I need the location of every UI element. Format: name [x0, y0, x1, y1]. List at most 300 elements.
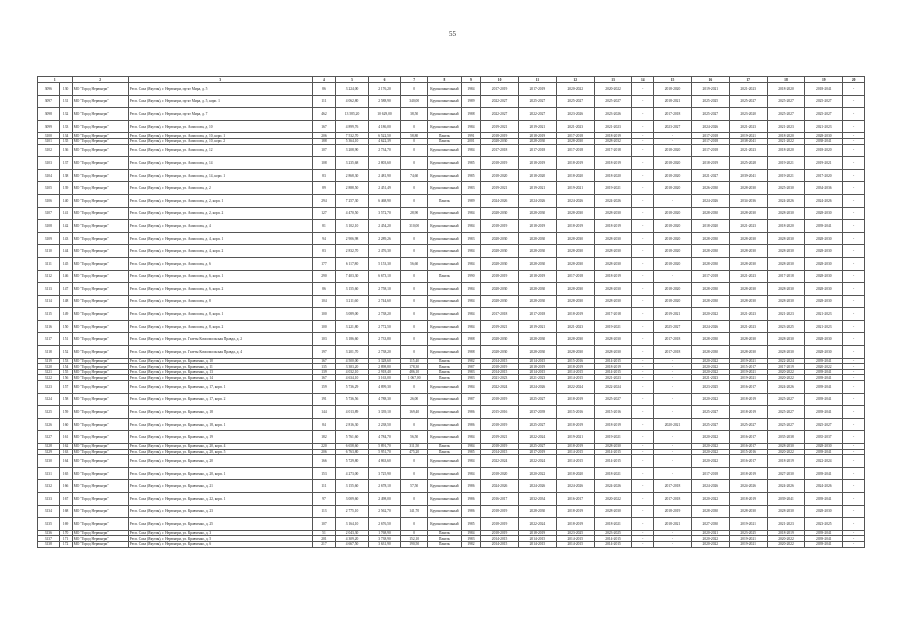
table-cell: 2021-2023 — [691, 375, 729, 381]
table-cell: 3126 — [38, 418, 60, 431]
table-cell: 3133 — [38, 492, 60, 505]
column-header: 14 — [632, 77, 654, 83]
table-cell: 153 — [59, 358, 72, 364]
table-cell: 475,20 — [401, 449, 428, 455]
table-cell: Респ. Саха (Якутия), г. Нерюнгри, ул. Кравченко, д. 6 — [128, 541, 312, 547]
table-cell: 2 676,50 — [368, 518, 400, 531]
table-cell: 462 — [312, 108, 336, 121]
table-cell: 2039-2041 — [805, 492, 843, 505]
table-cell: 2018-2021 — [594, 467, 632, 480]
table-cell: - — [654, 444, 692, 450]
table-cell: 2017-2018 — [691, 133, 729, 139]
table-cell: 100 — [312, 320, 336, 333]
table-cell: 2018-2019 — [556, 364, 594, 370]
table-cell: Панель — [428, 138, 462, 144]
table-cell: Респ. Саха (Якутия), г. Нерюнгри, ул. Кравченко, д. 18, корп. 1 — [128, 418, 312, 431]
table-cell: 2023-2020 — [729, 108, 767, 121]
table-cell: 1990 — [461, 270, 480, 283]
table-cell: Крупнопанельный — [428, 492, 462, 505]
table-cell: 2017-2019 — [518, 83, 556, 96]
table-cell: 167 — [59, 492, 72, 505]
table-cell: МО "Город Нерюнгри" — [72, 144, 128, 157]
table-cell: 2028-2030 — [805, 257, 843, 270]
table-cell: 2028-2030 — [481, 138, 519, 144]
table-cell: - — [843, 320, 865, 333]
table-cell: 2019-2021 — [729, 133, 767, 139]
table-cell: Респ. Саха (Якутия), г. Нерюнгри, ул. Кравченко, д. 20, корп. 4 — [128, 444, 312, 450]
table-cell: 2014-2015 — [556, 536, 594, 542]
table-row — [38, 157, 865, 170]
table-cell: МО "Город Нерюнгри" — [72, 449, 128, 455]
table-cell: 2021-2023 — [767, 120, 805, 133]
table-cell: 135 — [59, 138, 72, 144]
table-cell: 2028-2030 — [594, 245, 632, 258]
table-cell: 4 186,00 — [368, 120, 400, 133]
table-cell: 2018-2019 — [556, 157, 594, 170]
table-cell: 2028-2030 — [518, 245, 556, 258]
table-cell: 2023-2025 — [691, 381, 729, 394]
table-row — [38, 220, 865, 233]
table-cell: 0 — [401, 381, 428, 394]
table-cell: 5 891,70 — [368, 444, 400, 450]
table-cell: 2028-2030 — [767, 207, 805, 220]
table-cell: 2018-2019 — [556, 418, 594, 431]
table-cell: 2014-2015 — [481, 449, 519, 455]
table-cell: 3124 — [38, 393, 60, 406]
table-cell: 2017-2019 — [481, 83, 519, 96]
table-cell: 2028-2030 — [556, 138, 594, 144]
table-cell: 3 155,60 — [336, 480, 368, 493]
table-cell: Панель — [428, 194, 462, 207]
table-cell: Респ. Саха (Якутия), г. Нерюнгри, ул. Аммосова, д. 8, корп. 2 — [128, 320, 312, 333]
table-cell: 2021-2023 — [729, 308, 767, 321]
table-cell: Панель — [428, 358, 462, 364]
table-cell: 2 758,10 — [368, 283, 400, 296]
table-cell: 51 — [312, 530, 336, 536]
table-cell: 2022-2024 — [767, 358, 805, 364]
table-cell: 1984 — [461, 83, 480, 96]
column-header: 13 — [594, 77, 632, 83]
table-cell: 134 — [59, 133, 72, 139]
table-cell: 2017-2018 — [654, 333, 692, 346]
table-cell: Крупнопанельный — [428, 232, 462, 245]
table-cell: 2018-2021 — [654, 518, 692, 531]
table-cell: 2028-2030 — [691, 295, 729, 308]
table-cell: МО "Город Нерюнгри" — [72, 393, 128, 406]
table-cell: 2 734,70 — [368, 144, 400, 157]
table-cell: 2028-2030 — [767, 295, 805, 308]
table-cell: 3 224,00 — [336, 83, 368, 96]
table-cell: 4 273,00 — [336, 467, 368, 480]
table-cell: 2028-2030 — [767, 346, 805, 359]
table-cell: 2020-2022 — [691, 393, 729, 406]
table-row — [38, 492, 865, 505]
table-cell: 0 — [401, 346, 428, 359]
table-cell: 1 067,00 — [401, 375, 428, 381]
table-cell: - — [632, 480, 654, 493]
table-cell: 3100 — [38, 133, 60, 139]
table-cell: - — [632, 364, 654, 370]
table-cell: 2 738,20 — [368, 346, 400, 359]
column-header: 7 — [401, 77, 428, 83]
table-cell: Крупнопанельный — [428, 108, 462, 121]
table-cell: 2024-2026 — [805, 480, 843, 493]
table-cell: 130 — [59, 83, 72, 96]
table-cell: 2019-2021 — [518, 182, 556, 195]
table-cell: 2014-2015 — [481, 358, 519, 364]
table-cell: 153 — [312, 467, 336, 480]
table-cell: МО "Город Нерюнгри" — [72, 467, 128, 480]
table-cell: - — [654, 541, 692, 547]
table-cell: 3118 — [38, 346, 60, 359]
table-cell: 2014-2015 — [556, 375, 594, 381]
table-cell: 158 — [59, 393, 72, 406]
table-cell: 3 186,60 — [336, 333, 368, 346]
table-cell: 2018-2019 — [481, 157, 519, 170]
table-cell: 169 — [59, 518, 72, 531]
table-cell: 1989 — [461, 95, 480, 108]
table-cell: - — [654, 375, 692, 381]
table-row — [38, 406, 865, 419]
table-cell: 2018-2020 — [594, 169, 632, 182]
table-cell: 1988 — [461, 333, 480, 346]
table-cell: 148 — [59, 295, 72, 308]
table-cell: 2019-2021 — [594, 431, 632, 444]
table-cell: - — [632, 455, 654, 468]
table-cell: МО "Город Нерюнгри" — [72, 133, 128, 139]
table-cell: 2018-2019 — [594, 418, 632, 431]
table-cell: 1984 — [461, 207, 480, 220]
table-cell: 0 — [401, 455, 428, 468]
table-cell: 0 — [401, 138, 428, 144]
table-cell: 2017-2018 — [556, 133, 594, 139]
table-cell: МО "Город Нерюнгри" — [72, 536, 128, 542]
table-cell: Крупнопанельный — [428, 406, 462, 419]
table-cell: 2018-2019 — [729, 467, 767, 480]
table-cell: 28,90 — [401, 207, 428, 220]
table-cell: МО "Город Нерюнгри" — [72, 406, 128, 419]
table-cell: 2018-2019 — [729, 492, 767, 505]
table-cell: 2019-2021 — [767, 157, 805, 170]
table-cell: 2024-2026 — [729, 480, 767, 493]
table-cell: 2028-2030 — [805, 283, 843, 296]
table-cell: 3115 — [38, 308, 60, 321]
table-cell: Крупнопанельный — [428, 480, 462, 493]
table-cell: - — [654, 133, 692, 139]
table-cell: 2025-2027 — [691, 108, 729, 121]
table-cell: 2018-2019 — [594, 364, 632, 370]
table-cell: 2 498,00 — [368, 492, 400, 505]
table-cell: - — [654, 194, 692, 207]
table-cell: 1991 — [461, 133, 480, 139]
table-cell: 2028-2030 — [691, 333, 729, 346]
table-cell: МО "Город Нерюнгри" — [72, 381, 128, 394]
table-cell: Панель — [428, 536, 462, 542]
table-cell: - — [843, 393, 865, 406]
table-cell: 206 — [312, 449, 336, 455]
table-cell: 2 772,50 — [368, 320, 400, 333]
table-cell: 3 235,68 — [336, 157, 368, 170]
table-cell: 2014-2015 — [594, 536, 632, 542]
table-cell: 2 481,90 — [368, 169, 400, 182]
table-cell: 2018-2019 — [481, 393, 519, 406]
table-cell: Респ. Саха (Якутия), г. Нерюнгри, ул. Кравченко, д. 14 — [128, 375, 312, 381]
table-cell: - — [632, 369, 654, 375]
table-cell: 2020-2022 — [594, 83, 632, 96]
table-cell: Крупнопанельный — [428, 95, 462, 108]
table-cell: 2014-2015 — [518, 358, 556, 364]
table-cell: 2028-2030 — [556, 333, 594, 346]
table-cell: 4 667,50 — [336, 541, 368, 547]
table-cell: 2023-2025 — [805, 518, 843, 531]
table-cell: 2024-2026 — [691, 320, 729, 333]
table-cell: 83 — [312, 169, 336, 182]
table-cell: Крупнопанельный — [428, 505, 462, 518]
table-cell: 2024-2026 — [556, 480, 594, 493]
table-cell: 2028-2030 — [518, 346, 556, 359]
table-cell: 2028-2030 — [805, 295, 843, 308]
table-cell: 3105 — [38, 182, 60, 195]
table-cell: 127 — [312, 207, 336, 220]
table-cell: 2024-2026 — [481, 480, 519, 493]
table-cell: - — [843, 120, 865, 133]
table-cell: 2020-2022 — [691, 449, 729, 455]
table-cell: Респ. Саха (Якутия), г. Нерюнгри, ул. Аммосова, д. 2 — [128, 182, 312, 195]
table-cell: 2028-2030 — [556, 207, 594, 220]
table-cell: 3103 — [38, 157, 60, 170]
table-cell: - — [632, 257, 654, 270]
table-cell: 3 163,00 — [368, 375, 400, 381]
column-header: 9 — [461, 77, 480, 83]
table-cell: 2016-2017 — [729, 444, 767, 450]
table-cell: Панель — [428, 364, 462, 370]
table-cell: 139 — [312, 369, 336, 375]
table-cell: 2028-2030 — [518, 257, 556, 270]
table-cell: Крупнопанельный — [428, 467, 462, 480]
table-cell: 0 — [401, 245, 428, 258]
table-cell: 131 — [59, 95, 72, 108]
table-cell: - — [843, 381, 865, 394]
table-cell: 3117 — [38, 333, 60, 346]
table-cell: 141,70 — [401, 505, 428, 518]
table-cell: 86 — [312, 283, 336, 296]
table-cell: 0 — [401, 144, 428, 157]
table-cell: МО "Город Нерюнгри" — [72, 358, 128, 364]
table-cell: 3 339,10 — [368, 406, 400, 419]
table-cell: 144 — [59, 245, 72, 258]
table-cell: 157 — [59, 381, 72, 394]
table-cell: 2019-2021 — [767, 169, 805, 182]
table-cell: 2017-2018 — [654, 480, 692, 493]
table-cell: 166 — [312, 455, 336, 468]
column-header: 6 — [368, 77, 400, 83]
table-cell: МО "Город Нерюнгри" — [72, 194, 128, 207]
table-cell: 3104 — [38, 169, 60, 182]
table-cell: 2020-2021 — [654, 418, 692, 431]
table-cell: 1985 — [461, 518, 480, 531]
table-row — [38, 207, 865, 220]
table-cell: 2018-2019 — [481, 518, 519, 531]
table-cell: 2 451,49 — [368, 182, 400, 195]
table-cell: 0 — [401, 157, 428, 170]
table-cell: 2027-2030 — [767, 467, 805, 480]
table-cell: 3122 — [38, 375, 60, 381]
table-cell: Респ. Саха (Якутия), г. Нерюнгри, пр-кт Мира, д. 5 — [128, 83, 312, 96]
table-cell: 2021-2023 — [594, 120, 632, 133]
table-cell: 6 522,50 — [368, 133, 400, 139]
table-cell: 2022-2024 — [481, 455, 519, 468]
table-cell: Респ. Саха (Якутия), г. Нерюнгри, ул. Газеты Комсомольская Правда, д. 2 — [128, 333, 312, 346]
table-cell: 170 — [59, 530, 72, 536]
table-cell: 2 043,30 — [336, 530, 368, 536]
table-cell: МО "Город Нерюнгри" — [72, 431, 128, 444]
table-cell: 2015-2016 — [556, 406, 594, 419]
table-cell: Респ. Саха (Якутия), г. Нерюнгри, пр-кт Мира, д. 7 — [128, 108, 312, 121]
table-cell: 1984 — [461, 431, 480, 444]
table-row — [38, 295, 865, 308]
table-cell: - — [654, 449, 692, 455]
table-cell: 2018-2019 — [594, 133, 632, 139]
table-cell: 2037-2039 — [518, 406, 556, 419]
table-cell: - — [632, 308, 654, 321]
table-cell: 2014-2015 — [518, 369, 556, 375]
table-cell: 144 — [312, 406, 336, 419]
table-cell: - — [843, 169, 865, 182]
table-cell: 2018-2019 — [556, 518, 594, 531]
table-cell: 1983 — [461, 232, 480, 245]
table-cell: - — [843, 375, 865, 381]
table-cell: 2035-2038 — [767, 431, 805, 444]
table-cell: 2018-2020 — [654, 232, 692, 245]
table-cell: 2014-2015 — [556, 449, 594, 455]
table-cell: 2039-2041 — [805, 375, 843, 381]
table-cell: 2018-2020 — [654, 245, 692, 258]
table-cell: 2024-2026 — [691, 120, 729, 133]
table-cell: 1984 — [461, 381, 480, 394]
table-cell: 2022-2024 — [594, 381, 632, 394]
table-cell: 3 211,60 — [336, 295, 368, 308]
table-cell: 2 832,70 — [336, 245, 368, 258]
table-cell: 217 — [312, 541, 336, 547]
table-cell: 135 — [312, 364, 336, 370]
table-cell: 161 — [59, 431, 72, 444]
table-cell: 2017-2018 — [556, 144, 594, 157]
table-cell: 3129 — [38, 449, 60, 455]
table-cell: 2028-2032 — [594, 138, 632, 144]
table-cell: - — [843, 518, 865, 531]
table-cell: 2017-2018 — [654, 346, 692, 359]
table-cell: 3 009,60 — [336, 492, 368, 505]
table-cell: МО "Город Нерюнгри" — [72, 364, 128, 370]
table-cell: МО "Город Нерюнгри" — [72, 530, 128, 536]
table-cell: 2016-2017 — [729, 381, 767, 394]
table-cell: 2024-2026 — [767, 381, 805, 394]
table-cell: 2023-2025 — [594, 530, 632, 536]
table-cell: 3 102,10 — [336, 220, 368, 233]
table-cell: Респ. Саха (Якутия), г. Нерюнгри, ул. Кравченко, д. 17, корп. 2 — [128, 393, 312, 406]
table-cell: 2 588,90 — [368, 95, 400, 108]
table-cell: - — [843, 138, 865, 144]
table-row — [38, 245, 865, 258]
table-cell: - — [632, 169, 654, 182]
column-header: 20 — [843, 77, 865, 83]
table-cell: 2020-2022 — [691, 369, 729, 375]
table-cell: 168 — [59, 505, 72, 518]
table-cell: 86 — [312, 83, 336, 96]
table-cell: 3112 — [38, 270, 60, 283]
table-cell: 164 — [59, 455, 72, 468]
table-cell: 2019-2021 — [518, 320, 556, 333]
table-cell: 2028-2030 — [805, 346, 843, 359]
table-cell: 2014-2015 — [518, 536, 556, 542]
table-cell: 2 176,20 — [368, 83, 400, 96]
table-cell: 3123 — [38, 381, 60, 394]
table-cell: 2018-2020 — [654, 295, 692, 308]
table-cell: 2020-2022 — [805, 364, 843, 370]
table-cell: 2028-2030 — [767, 283, 805, 296]
table-cell: 2022-2024 — [556, 381, 594, 394]
table-cell: 2 238,50 — [368, 418, 400, 431]
table-cell: 1984 — [461, 120, 480, 133]
table-cell: 2020-2022 — [691, 536, 729, 542]
table-cell: 3137 — [38, 536, 60, 542]
table-cell: 2038-2041 — [729, 138, 767, 144]
table-cell: 2018-2020 — [481, 467, 519, 480]
table-cell: 3135 — [38, 518, 60, 531]
table-cell: 0 — [401, 492, 428, 505]
table-cell: 2035-2037 — [805, 431, 843, 444]
table-cell: 4 309,20 — [336, 536, 368, 542]
table-cell: 0 — [401, 83, 428, 96]
table-cell: 6 117,80 — [336, 257, 368, 270]
table-cell: 1984 — [461, 144, 480, 157]
table-cell: - — [632, 492, 654, 505]
table-cell: 2001 — [461, 138, 480, 144]
table-cell: 2017-2019 — [518, 449, 556, 455]
table-cell: Крупнопанельный — [428, 295, 462, 308]
table-cell: - — [843, 207, 865, 220]
table-cell: 2020-2022 — [691, 444, 729, 450]
table-cell: 1982 — [461, 358, 480, 364]
table-cell: 2022-2027 — [518, 108, 556, 121]
table-cell: 2016-2017 — [481, 492, 519, 505]
table-cell: 3111 — [38, 257, 60, 270]
table-cell: Респ. Саха (Якутия), г. Нерюнгри, ул. Газеты Комсомольская Правда, д. 4 — [128, 346, 312, 359]
table-cell: 2025-2027 — [805, 418, 843, 431]
table-cell: 2020-2022 — [556, 83, 594, 96]
table-row — [38, 270, 865, 283]
table-cell: 2021-2023 — [518, 375, 556, 381]
table-cell: 2014-2015 — [594, 541, 632, 547]
table-cell: 74,60 — [401, 169, 428, 182]
table-cell: 2022-2024 — [805, 455, 843, 468]
table-cell: 3 089,00 — [336, 308, 368, 321]
table-cell: 5 951,70 — [368, 449, 400, 455]
table-cell: 2025-2027 — [691, 418, 729, 431]
table-cell: МО "Город Нерюнгри" — [72, 455, 128, 468]
table-cell: 3 383,20 — [336, 364, 368, 370]
table-cell: 2023-2025 — [556, 530, 594, 536]
table-cell: 94 — [312, 232, 336, 245]
table-cell: - — [632, 505, 654, 518]
table-cell: 290 — [312, 270, 336, 283]
table-cell: Респ. Саха (Якутия), г. Нерюнгри, ул. Аммосова, д. 8, корп. 1 — [128, 308, 312, 321]
table-cell: 7 257,30 — [336, 194, 368, 207]
table-cell: 2014-2015 — [594, 369, 632, 375]
table-cell: МО "Город Нерюнгри" — [72, 257, 128, 270]
table-cell: 2018-2020 — [654, 220, 692, 233]
table-cell: 2020-2022 — [691, 455, 729, 468]
